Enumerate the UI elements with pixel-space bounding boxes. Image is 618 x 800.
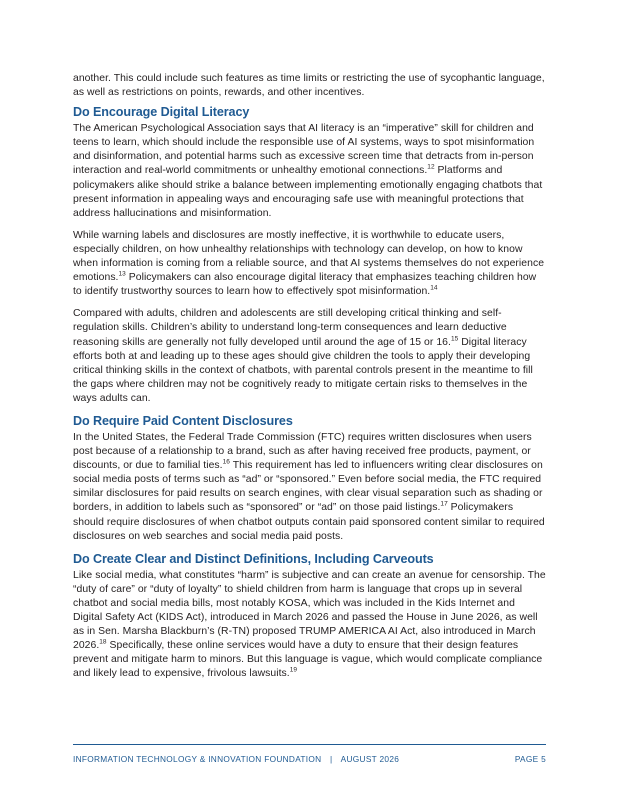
text-run: This requirement has led to influencers writing clear disclosures on social media posts of terms such as “ad” or “sponsored.” Even before social media, the FTC required similar disclosures for paid results on search engines, with clear visual separation such as shading or borders, in addition to labels such as “sponsored” or “ad” on those paid listings. — [73, 460, 543, 514]
text-run: In the United States, the Federal Trade Commission (FTC) requires written disclosures when users post because of a relationship to a brand, such as after having received free products, payment, or discounts, or due to familial ties. — [73, 431, 532, 472]
footer-row — [73, 745, 546, 764]
body-paragraph — [73, 307, 546, 406]
text-run: Policymakers should require disclosures of when chatbot outputs contain paid sponsored content similar to required disclosures on web searches and social media paid posts. — [73, 502, 545, 542]
text-run: While warning labels and disclosures are mostly ineffective, it is worthwhile to educate users, especially children, on how unhealthy relationships with technology can develop, on how to know when information is coming from a reliable source, and that AI systems themselves do not experience emotions. — [73, 229, 545, 284]
text-run: Like social media, what constitutes “harm” is subjective and can create an avenue for censorship. The “duty of care” or “duty of loyalty” to shield children from harm is language that crops up in several chatbot and social media bills, most notably KOSA, which was included in the Kids Internet and Digital Safety Act (KIDS Act), introduced in March 2026 and passed the House in June 2026, as well as in Sen. Marsha Blackburn’s (R-TN) proposed TRUMP AMERICA AI Act, also introduced in March 2026. — [73, 569, 546, 652]
footer-separator: | — [330, 754, 333, 764]
footer-publisher: INFORMATION TECHNOLOGY & INNOVATION FOUNDATION — [73, 754, 322, 764]
footnote-ref: 18 — [99, 638, 107, 646]
page-number: PAGE 5 — [514, 754, 546, 764]
text-run: Policymakers can also encourage digital literacy that emphasizes teaching children how to identify trustworthy sources to learn how to effectively spot misinformation. — [73, 272, 537, 298]
footnote-ref: 14 — [430, 284, 438, 292]
footnote-ref: 12 — [427, 164, 435, 171]
text-run: Compared with adults, children and adolescents are still developing critical thinking and self-regulation skills. Children’s ability to understand long-term consequences and learn deductive reasoning skills are generally not fully developed until around the age of 15 or 16. — [73, 308, 507, 348]
sections-container — [73, 105, 546, 681]
section-heading: Do Encourage Digital Literacy — [73, 105, 250, 120]
footnote-ref: 15 — [450, 335, 459, 343]
intro-paragraph: another. This could include such features as time limits or restricting the use of sycophantic language, as well as restrictions on points, rewards, and other incentives. — [73, 73, 545, 99]
page-footer — [73, 744, 546, 764]
text-run: Platforms and policymakers alike should strike a balance between implementing emotionally engaging chatbots that present information in appealing ways and encouraging safe use with meaningful protections that address hallucinations and misinformation. — [73, 165, 543, 219]
text-run: The American Psychological Association says that AI literacy is an “imperative” skill for children and teens to learn, which should include the responsible use of AI systems, ways to spot misinformation and disinformation, and potential harms such as excessive screen time that detracts from in-person interaction and real-world commitments or unhealthy emotional connections. — [73, 123, 535, 177]
footnote-ref: 17 — [440, 500, 448, 508]
section-heading: Do Require Paid Content Disclosures — [73, 413, 293, 428]
body-paragraph — [73, 569, 546, 682]
footnote-ref: 19 — [289, 666, 298, 674]
body-paragraph — [73, 431, 546, 544]
body-paragraph — [73, 122, 546, 221]
section-heading: Do Create Clear and Distinct Definitions, Including Carveouts — [73, 551, 434, 566]
text-run: Digital literacy efforts both at and leading up to these ages should give children the tools to apply their developing critical thinking skills in the context of chatbots, with parental controls present in the meantime to fill the gaps where children may not be cognitively ready to mitigate certain risks to themselves in the ways adults can. — [73, 336, 533, 404]
text-run: Specifically, these online services would have a duty to ensure that their design features prevent and mitigate harm to minors. But this language is vague, which would complicate compliance and likely lead to expensive, frivolous lawsuits. — [73, 640, 543, 680]
document-body — [73, 72, 546, 689]
footer-left — [73, 754, 399, 764]
footnote-ref: 13 — [118, 270, 126, 278]
body-paragraph — [73, 229, 546, 299]
footer-date: AUGUST 2026 — [340, 754, 400, 764]
footnote-ref: 16 — [222, 458, 230, 466]
